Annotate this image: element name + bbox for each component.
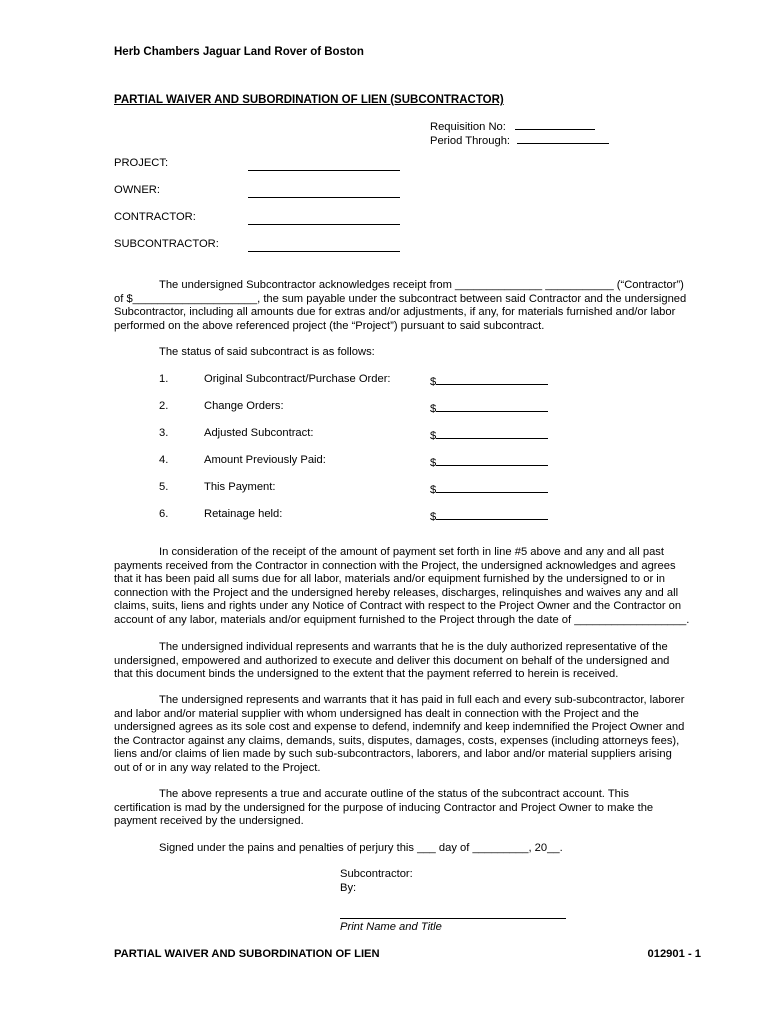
individual-line-2: undersigned, empowered and authorized to execute and deliver this document on behalf of the undersigned and xyxy=(114,655,670,667)
currency-sign: $ xyxy=(430,457,437,469)
owner-field[interactable] xyxy=(248,186,400,198)
status-label-3: Adjusted Subcontract: xyxy=(204,427,314,439)
status-amount-2 xyxy=(430,400,548,415)
subcontractor-field[interactable] xyxy=(248,240,400,252)
signature-line[interactable] xyxy=(340,918,566,919)
currency-sign: $ xyxy=(430,376,437,388)
intro-line-2: of $____________________, the sum payable under the subcontract between said Contractor and the undersigned xyxy=(114,293,687,305)
subcontractor-label: SUBCONTRACTOR: xyxy=(114,238,219,250)
currency-sign: $ xyxy=(430,430,437,442)
warrants-line-6: out of or in any way related to the Project. xyxy=(114,762,321,774)
status-amount-field-4[interactable] xyxy=(436,454,548,466)
consideration-line-6: account of any labor, materials and/or equipment furnished to the Project through the date of __________________. xyxy=(114,614,690,626)
subcontractor-signature-label: Subcontractor: xyxy=(340,868,413,880)
status-amount-6 xyxy=(430,508,548,523)
individual-line-3: that this document binds the undersigned to the extent that the payment referred to herein is received. xyxy=(114,668,619,680)
footer-page-code: 012901 - 1 xyxy=(647,948,701,960)
period-through-row xyxy=(430,132,609,147)
status-num-1: 1. xyxy=(159,373,169,385)
consideration-line-4: connection with the Project and the undersigned hereby releases, discharges, relinquishes and waives any and all xyxy=(114,587,679,599)
currency-sign: $ xyxy=(430,511,437,523)
consideration-line-2: payments received from the Contractor in connection with the Project, the undersigned acknowledges and agrees xyxy=(114,560,676,572)
currency-sign: $ xyxy=(430,403,437,415)
status-amount-field-5[interactable] xyxy=(436,481,548,493)
contractor-label: CONTRACTOR: xyxy=(114,211,196,223)
by-label: By: xyxy=(340,882,357,894)
status-amount-4 xyxy=(430,454,548,469)
signed-statement: Signed under the pains and penalties of perjury this ___ day of _________, 20__. xyxy=(159,842,563,854)
project-label: PROJECT: xyxy=(114,157,169,169)
status-intro: The status of said subcontract is as follows: xyxy=(159,346,375,358)
status-amount-field-6[interactable] xyxy=(436,508,548,520)
warrants-line-2: and labor and/or material supplier with whom undersigned has dealt in connection with the Project and the xyxy=(114,708,639,720)
footer-title: PARTIAL WAIVER AND SUBORDINATION OF LIEN xyxy=(114,948,380,960)
document-title: PARTIAL WAIVER AND SUBORDINATION OF LIEN (SUBCONTRACTOR) xyxy=(114,94,504,106)
status-num-3: 3. xyxy=(159,427,169,439)
requisition-number-label: Requisition No: xyxy=(430,121,506,133)
consideration-line-5: claims, suits, liens and rights under any Notice of Contract with respect to the Project Owner and the Contractor on xyxy=(114,600,682,612)
intro-line-4: performed on the above referenced project (the “Project”) pursuant to said subcontract. xyxy=(114,320,545,332)
status-amount-field-1[interactable] xyxy=(436,373,548,385)
status-label-2: Change Orders: xyxy=(204,400,284,412)
currency-sign: $ xyxy=(430,484,437,496)
consideration-line-3: that it has been paid all sums due for all labor, materials and/or equipment furnished by the undersigned to or in xyxy=(114,573,666,585)
period-through-field[interactable] xyxy=(517,132,609,144)
outline-line-1: The above represents a true and accurate outline of the status of the subcontract account. This xyxy=(159,788,629,800)
consideration-line-1: In consideration of the receipt of the amount of payment set forth in line #5 above and any and all past xyxy=(159,546,665,558)
intro-line-1: The undersigned Subcontractor acknowledges receipt from ______________ ___________ (“Contractor”) xyxy=(159,279,684,291)
status-num-6: 6. xyxy=(159,508,169,520)
status-label-6: Retainage held: xyxy=(204,508,283,520)
status-amount-field-3[interactable] xyxy=(436,427,548,439)
requisition-number-row xyxy=(430,118,595,133)
warrants-line-1: The undersigned represents and warrants that it has paid in full each and every sub-subcontractor, laborer xyxy=(159,694,685,706)
status-num-2: 2. xyxy=(159,400,169,412)
owner-label: OWNER: xyxy=(114,184,160,196)
warrants-line-3: undersigned agrees as its sole cost and expense to defend, indemnify and keep indemnified the Project Owner and xyxy=(114,721,685,733)
status-label-5: This Payment: xyxy=(204,481,276,493)
print-name-label: Print Name and Title xyxy=(340,921,442,933)
project-field[interactable] xyxy=(248,159,400,171)
status-label-4: Amount Previously Paid: xyxy=(204,454,326,466)
period-through-label: Period Through: xyxy=(430,135,511,147)
status-num-4: 4. xyxy=(159,454,169,466)
outline-line-2: certification is mad by the undersigned for the purpose of inducing Contractor and Project Owner to make the xyxy=(114,802,654,814)
warrants-line-5: liens and/or claims of lien made by such sub-subcontractors, laborers, and labor and/or material suppliers arising xyxy=(114,748,672,760)
outline-line-3: payment received by the undersigned. xyxy=(114,815,304,827)
status-amount-3 xyxy=(430,427,548,442)
contractor-field[interactable] xyxy=(248,213,400,225)
individual-line-1: The undersigned individual represents and warrants that he is the duly authorized representative of the xyxy=(159,641,668,653)
requisition-number-field[interactable] xyxy=(515,118,595,130)
status-label-1: Original Subcontract/Purchase Order: xyxy=(204,373,391,385)
status-amount-1 xyxy=(430,373,548,388)
status-amount-field-2[interactable] xyxy=(436,400,548,412)
status-num-5: 5. xyxy=(159,481,169,493)
warrants-line-4: the Contractor against any claims, demands, suits, disputes, damages, costs, expenses (including attorneys fees), xyxy=(114,735,680,747)
company-name: Herb Chambers Jaguar Land Rover of Boston xyxy=(114,46,364,58)
intro-line-3: Subcontractor, including all amounts due for extras and/or adjustments, if any, for materials furnished and/or labor xyxy=(114,306,676,318)
status-amount-5 xyxy=(430,481,548,496)
